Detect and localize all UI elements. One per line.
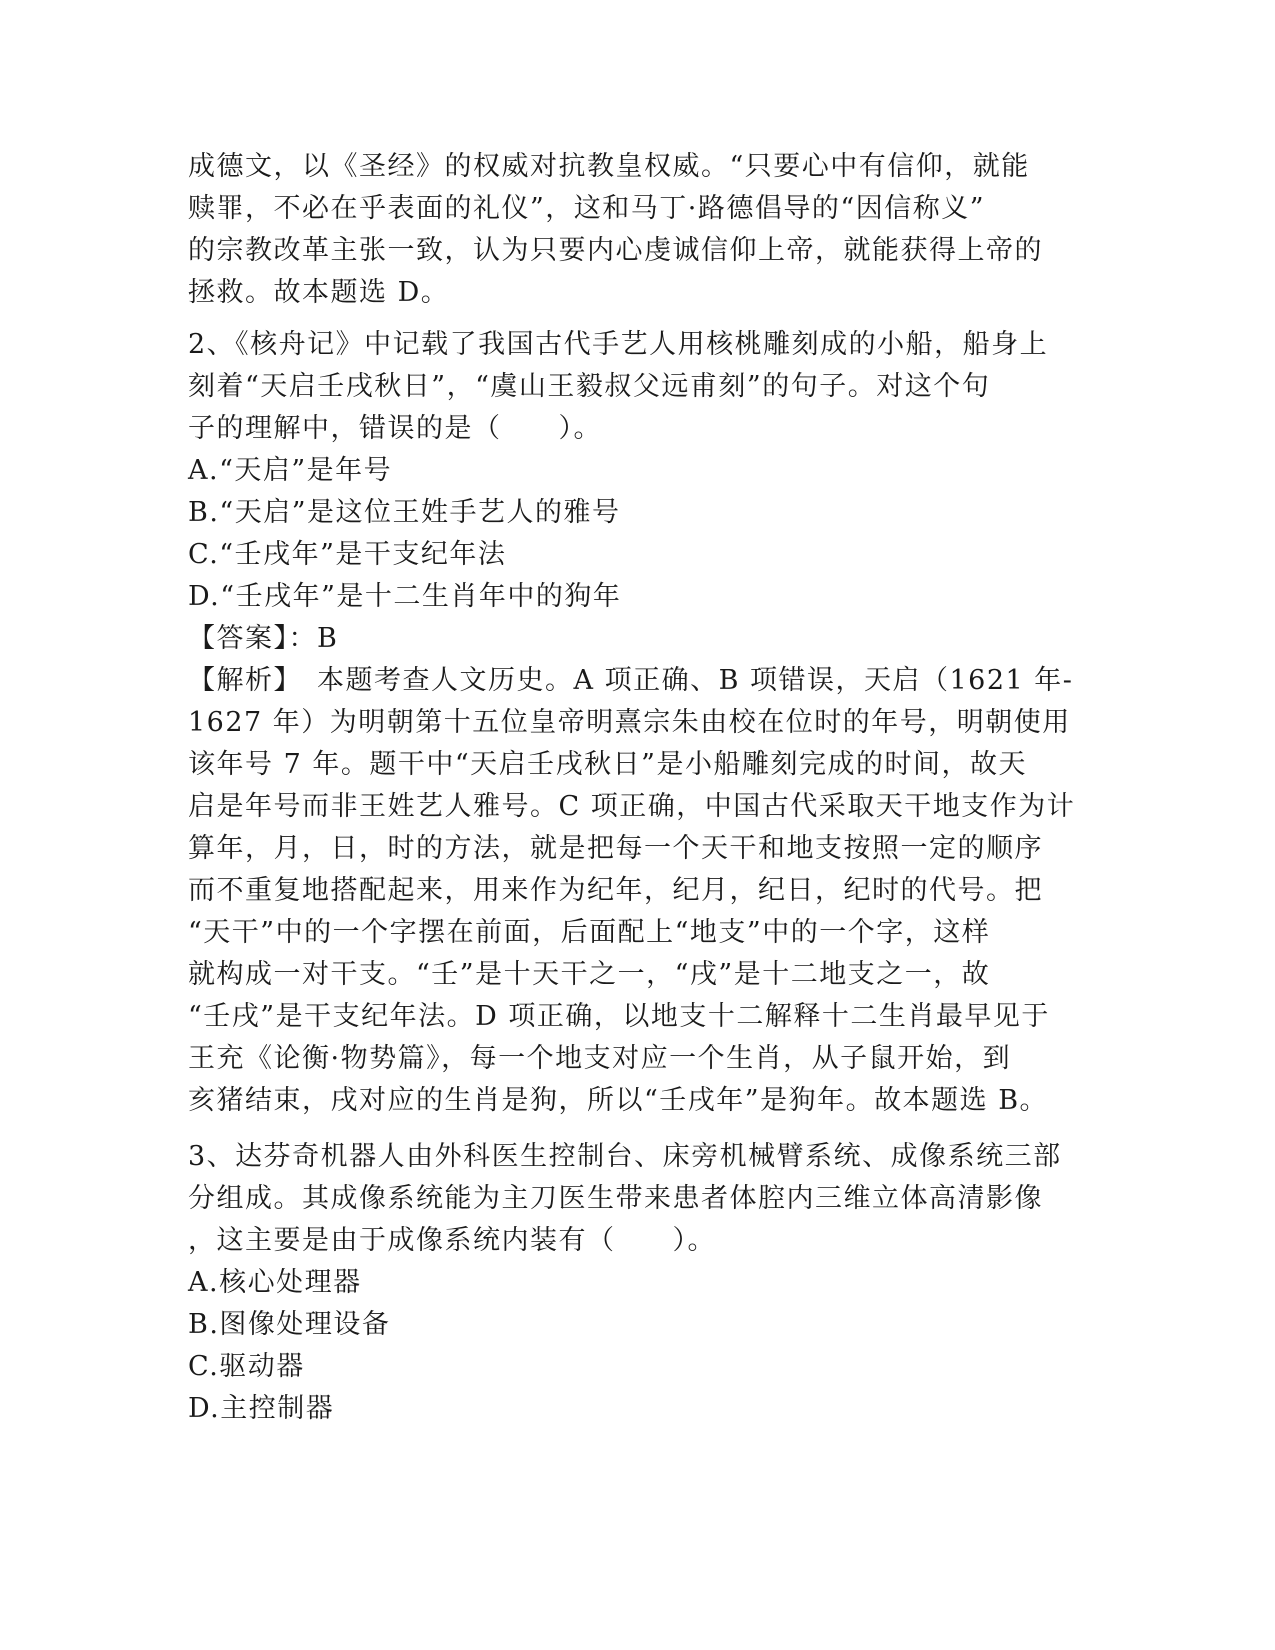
explanation-line: 算年，月，日，时的方法，就是把每一个天干和地支按照一定的顺序 (188, 833, 1043, 864)
question-3 (188, 1136, 1088, 1430)
explanation-line: 亥猪结束，戌对应的生肖是狗，所以“壬戌年”是狗年。故本题选 B。 (188, 1085, 1049, 1116)
option-d: D.主控制器 (188, 1393, 335, 1424)
explanation-line: 启是年号而非王姓艺人雅号。C 项正确，中国古代采取天干地支作为计 (188, 791, 1076, 822)
question-stem-line: 刻着“天启壬戌秋日”，“虞山王毅叔父远甫刻”的句子。对这个句 (188, 371, 991, 402)
option-a: A.核心处理器 (188, 1267, 362, 1298)
question-stem-line: 分组成。其成像系统能为主刀医生带来患者体腔内三维立体高清影像 (188, 1183, 1043, 1214)
option-c: C.“壬戌年”是干支纪年法 (188, 539, 507, 570)
explanation-line: 拯救。故本题选 D。 (188, 277, 450, 308)
explanation-line: 赎罪，不必在乎表面的礼仪”，这和马丁·路德倡导的“因信称义” (188, 193, 985, 224)
explanation-line: 成德文，以《圣经》的权威对抗教皇权威。“只要心中有信仰，就能 (188, 151, 1030, 182)
question-stem-line: 2、《核舟记》中记载了我国古代手艺人用核桃雕刻成的小船，船身上 (188, 329, 1049, 360)
question-stem-line: 子的理解中，错误的是（ ）。 (188, 413, 602, 444)
option-a: A.“天启”是年号 (188, 455, 393, 486)
explanation-line: 该年号 7 年。题干中“天启壬戌秋日”是小船雕刻完成的时间，故天 (188, 749, 1027, 780)
document-content (188, 146, 1088, 1430)
explanation-line: “天干”中的一个字摆在前面，后面配上“地支”中的一个字，这样 (188, 917, 991, 948)
option-b: B.图像处理设备 (188, 1309, 391, 1340)
question-stem-line: 3、达芬奇机器人由外科医生控制台、床旁机械臂系统、成像系统三部 (188, 1141, 1062, 1172)
option-d: D.“壬戌年”是十二生肖年中的狗年 (188, 581, 622, 612)
option-b: B.“天启”是这位王姓手艺人的雅号 (188, 497, 621, 528)
previous-explanation (188, 146, 1088, 314)
question-stem-line: ，这主要是由于成像系统内装有（ ）。 (188, 1225, 716, 1256)
explanation-line: 1627 年）为明朝第十五位皇帝明熹宗朱由校在位时的年号，明朝使用 (188, 707, 1071, 738)
explanation-line: 就构成一对干支。“壬”是十天干之一，“戌”是十二地支之一，故 (188, 959, 991, 990)
explanation-line: 王充《论衡·物势篇》，每一个地支对应一个生肖，从子鼠开始，到 (188, 1043, 1012, 1074)
question-2 (188, 324, 1088, 1122)
explanation-line: 【解析】 本题考查人文历史。A 项正确、B 项错误，天启（1621 年- (188, 665, 1074, 696)
answer-line: 【答案】：B (188, 623, 339, 654)
option-c: C.驱动器 (188, 1351, 305, 1382)
explanation-line: “壬戌”是干支纪年法。D 项正确，以地支十二解释十二生肖最早见于 (188, 1001, 1050, 1032)
explanation-line: 的宗教改革主张一致，认为只要内心虔诚信仰上帝，就能获得上帝的 (188, 235, 1043, 266)
explanation-line: 而不重复地搭配起来，用来作为纪年，纪月，纪日，纪时的代号。把 (188, 875, 1043, 906)
